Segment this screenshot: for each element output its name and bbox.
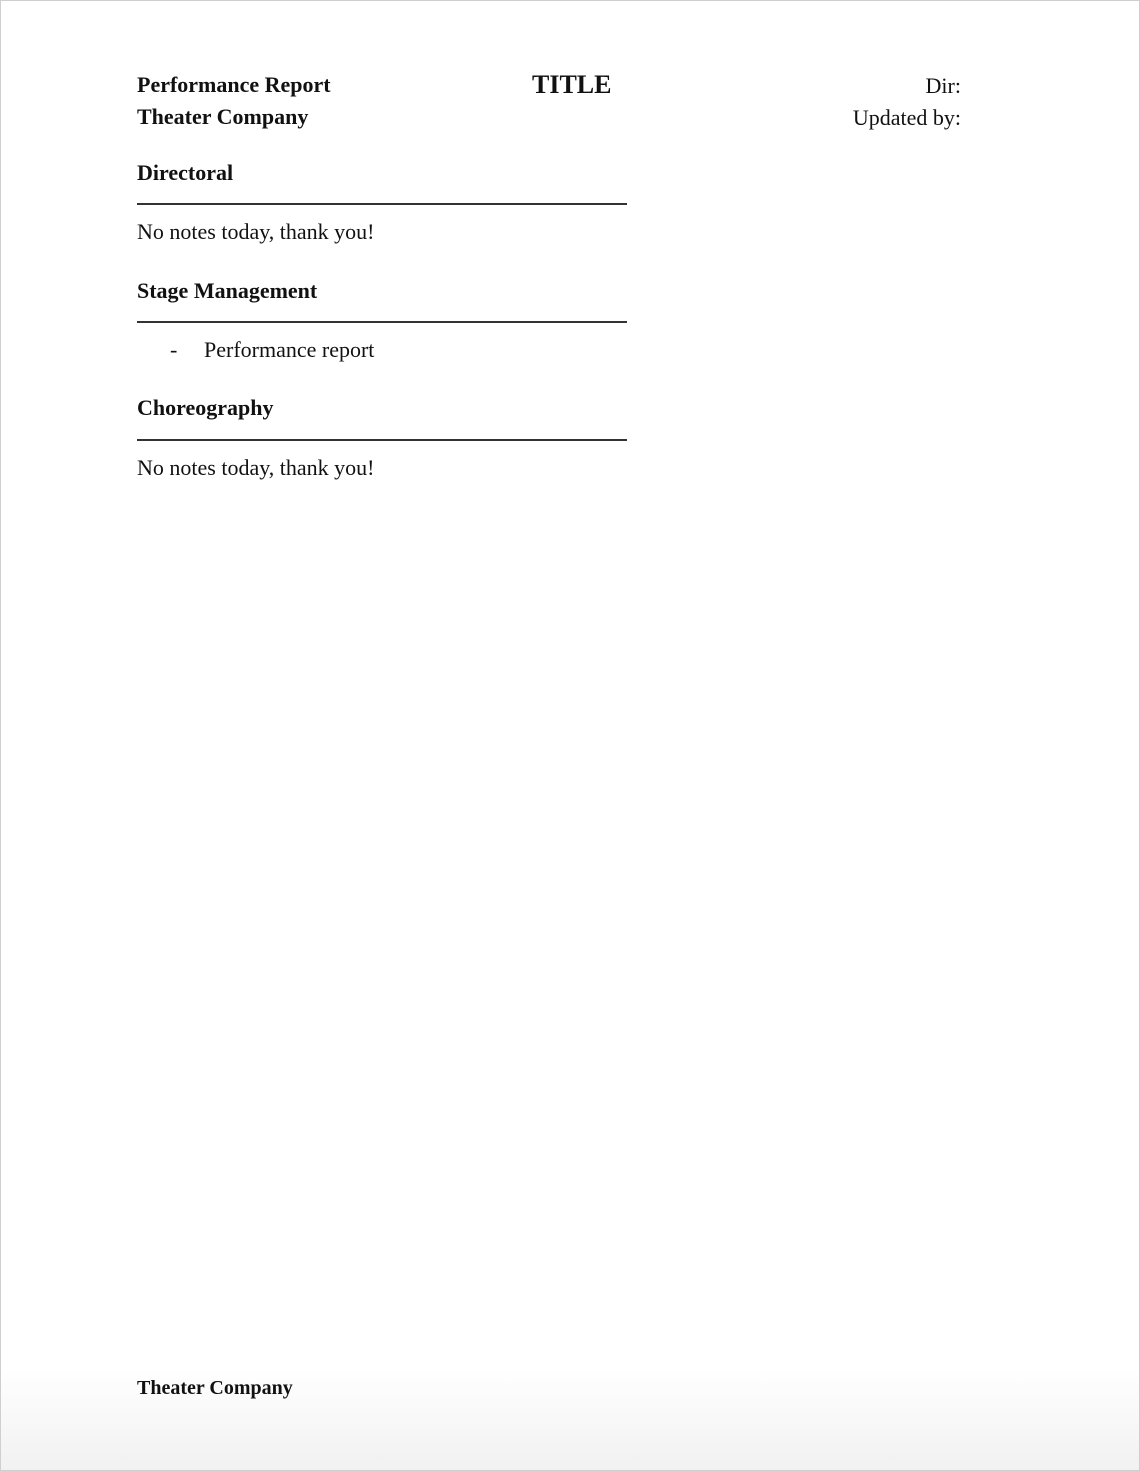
director-label: Dir: [925,73,961,98]
section-note-directoral: No notes today, thank you! [137,219,375,244]
report-name: Performance Report [137,72,331,97]
company-name: Theater Company [137,104,309,129]
section-divider [137,203,627,205]
bullet-marker: - [170,337,178,362]
section-heading-stage-management: Stage Management [137,278,318,303]
updated-by-label: Updated by: [852,105,961,130]
footer-company: Theater Company [137,1377,293,1399]
section-note-choreography: No notes today, thank you! [137,455,375,480]
section-divider [137,439,627,441]
section-heading-choreography: Choreography [137,395,274,420]
bullet-item-performance-report: Performance report [204,337,375,362]
section-heading-directoral: Directoral [137,160,234,185]
document-title: TITLE [532,70,612,99]
section-divider [137,321,627,323]
